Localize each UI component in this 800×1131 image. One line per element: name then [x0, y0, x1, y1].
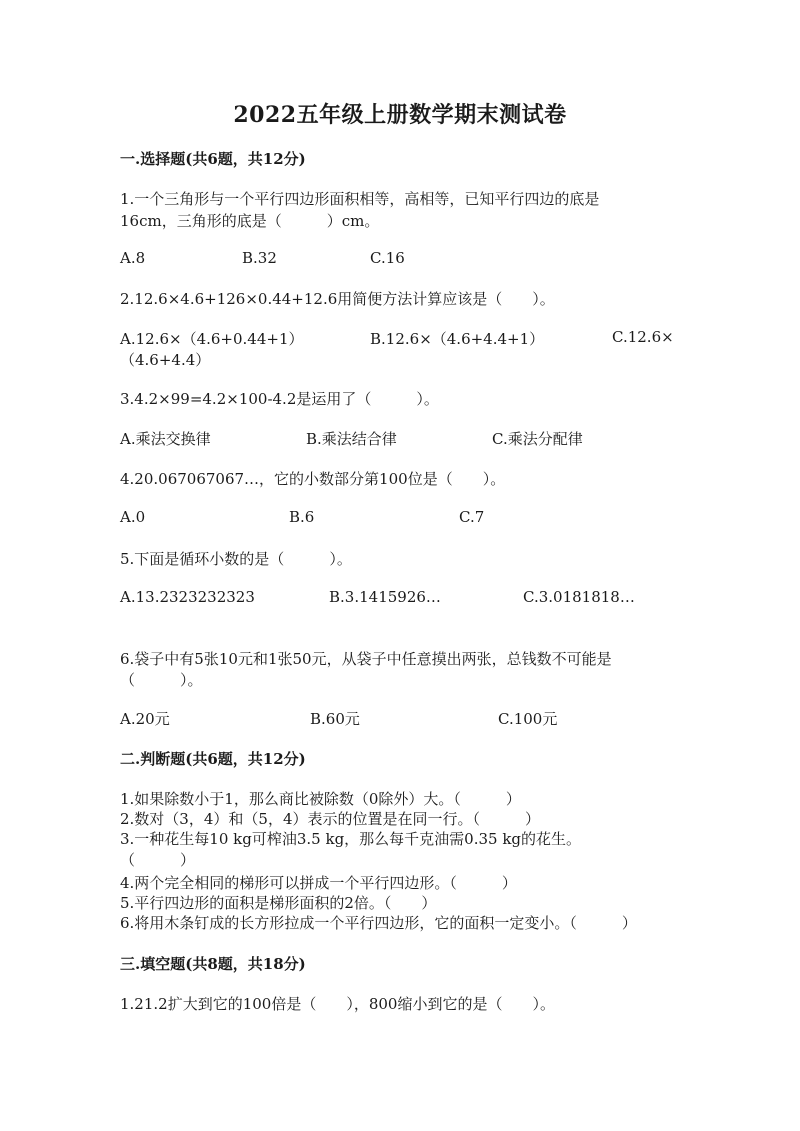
question-1-text-cont: 16cm，三角形的底是（ ）cm。	[120, 212, 380, 230]
question-3-option-b: B.乘法结合律	[306, 430, 397, 448]
judgment-item: 2.数对（3，4）和（5，4）表示的位置是在同一行。（ ）	[120, 810, 540, 828]
question-5-text: 5.下面是循环小数的是（ ）。	[120, 550, 352, 568]
question-6-text: 6.袋子中有5张10元和1张50元，从袋子中任意摸出两张，总钱数不可能是	[120, 650, 612, 668]
judgment-item: 5.平行四边形的面积是梯形面积的2倍。（ ）	[120, 894, 437, 912]
question-4-text: 4.20.067067067…，它的小数部分第100位是（ ）。	[120, 470, 506, 488]
judgment-item: 4.两个完全相同的梯形可以拼成一个平行四边形。（ ）	[120, 874, 517, 892]
question-3-option-a: A.乘法交换律	[120, 430, 211, 448]
judgment-item: 3.一种花生每10 kg可榨油3.5 kg，那么每千克油需0.35 kg的花生。	[120, 830, 582, 848]
question-2-option-c: C.12.6×	[612, 328, 674, 346]
question-3-text: 3.4.2×99=4.2×100-4.2是运用了（ ）。	[120, 390, 439, 408]
question-5-option-a: A.13.2323232323	[120, 588, 255, 606]
question-1-option-b: B.32	[242, 249, 277, 267]
question-1-text: 1.一个三角形与一个平行四边形面积相等，高相等，已知平行四边的底是	[120, 190, 600, 208]
judgment-item: 1.如果除数小于1，那么商比被除数（0除外）大。（ ）	[120, 790, 521, 808]
question-6-option-a: A.20元	[120, 710, 170, 728]
question-3-option-c: C.乘法分配律	[492, 430, 583, 448]
question-1-option-c: C.16	[370, 249, 405, 267]
question-4-option-c: C.7	[459, 508, 485, 526]
question-4-option-b: B.6	[289, 508, 315, 526]
question-2-option-a: A.12.6×（4.6+0.44+1）	[120, 330, 304, 348]
page-title: 2022五年级上册数学期末测试卷	[233, 102, 567, 128]
question-4-option-a: A.0	[120, 508, 146, 526]
question-1-option-a: A.8	[120, 249, 146, 267]
question-5-option-c: C.3.0181818…	[523, 588, 635, 606]
question-2-option-c-cont: （4.6+4.4）	[120, 351, 211, 369]
judgment-item-cont: （ ）	[120, 851, 196, 869]
section-heading-fill-blank: 三.填空题(共8题，共18分)	[120, 955, 306, 973]
question-2-option-b: B.12.6×（4.6+4.4+1）	[370, 330, 545, 348]
question-5-option-b: B.3.1415926…	[329, 588, 441, 606]
question-6-text-cont: （ ）。	[120, 671, 203, 689]
section-heading-choice: 一.选择题(共6题，共12分)	[120, 150, 306, 168]
section-heading-judgment: 二.判断题(共6题，共12分)	[120, 750, 306, 768]
judgment-item: 6.将用木条钉成的长方形拉成一个平行四边形，它的面积一定变小。（ ）	[120, 914, 637, 932]
fill-blank-question-1: 1.21.2扩大到它的100倍是（ ），800缩小到它的是（ ）。	[120, 995, 555, 1013]
question-6-option-c: C.100元	[498, 710, 558, 728]
question-2-text: 2.12.6×4.6+126×0.44+12.6用简便方法计算应该是（ ）。	[120, 290, 555, 308]
question-6-option-b: B.60元	[310, 710, 360, 728]
